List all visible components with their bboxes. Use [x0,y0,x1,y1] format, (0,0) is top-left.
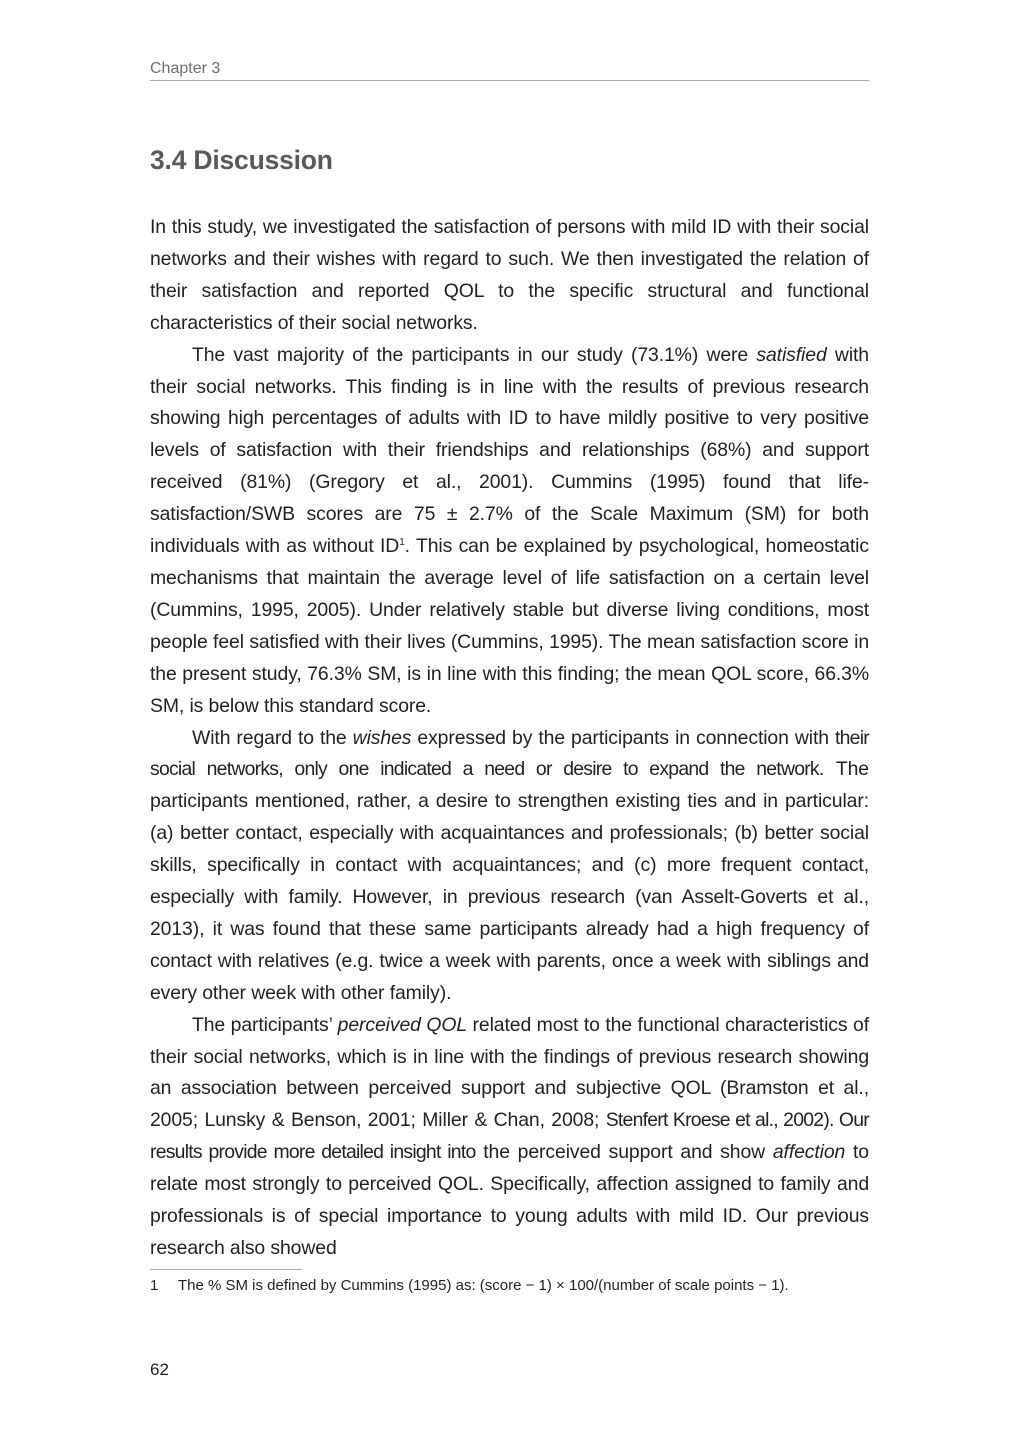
paragraph-3-emphasis: wishes [352,726,412,749]
footnote-divider [150,1269,302,1270]
paragraph-3-text-tight: their social networks, only one indicated a need or desire to expand the network. [150,726,869,781]
paragraph-4-emphasis: perceived QOL [337,1013,468,1036]
page-number: 62 [150,1360,169,1379]
footnote [150,1276,869,1296]
paragraph-4-text-before-emphasis-2: the perceived support and show [475,1141,773,1164]
paragraph-4-text-start: The participants’ [192,1013,338,1036]
running-head: Chapter 3 [150,60,869,81]
paragraph-2-text-middle: with their social networks. This finding is in line with the results of previous research showing high percentages of adults with ID to have mildly positive to very positive levels of satisfaction with their friendships and relationships (68%) and support received (81%) (Gregory et al., 2001). Cummins (1995) found that life-satisfaction/SWB scores are 75 ± 2.7% of the Scale Maximum (SM) for both individuals with as without ID [150,343,869,558]
paragraph-4-text-tight: Stenfert Kroese et al., 2002). Our results provide more detailed insight into [150,1109,869,1164]
paragraph-4-emphasis-2: affection [772,1141,846,1164]
paragraph-4-text-middle: related most to the functional characteristics of their social networks, which is in line with the findings of previous research showing an association between perceived support and subjective QOL (Bramston et al., 2005; Lunsky & Benson, 2001; Miller & Chan, 2008; [150,1013,869,1132]
footnote-reference: 1 [399,537,405,549]
paragraph-3-text-start: With regard to the [192,726,353,749]
paragraph-2-emphasis: satisfied [756,343,827,366]
paragraph-3-text-end: The participants mentioned, rather, a desire to strengthen existing ties and in particular: (a) better contact, especially with acquaintances and professionals; (b) better social skills, specifically in contact with acquaintances; and (c) more frequent contact, especially with family. However, in previous research (van Asselt-Goverts et al., 2013), it was found that these same participants already had a high frequency of contact with relatives (e.g. twice a week with parents, once a week with siblings and every other week with other family). [150,758,869,1004]
section-heading: 3.4 Discussion [150,145,333,175]
paragraph-2 [150,340,869,723]
footnote-text: The % SM is defined by Cummins (1995) as: (score − 1) × 100/(number of scale points − 1). [178,1277,789,1294]
footnote-number: 1 [150,1277,159,1294]
paragraph-2-text-start: The vast majority of the participants in our study (73.1%) were [192,343,757,366]
body-text [150,212,869,1265]
paragraph-1: In this study, we investigated the satisfaction of persons with mild ID with their social networks and their wishes with regard to such. We then investigated the relation of their satisfaction and reported QOL to the specific structural and functional characteristics of their social networks. [150,216,869,334]
paragraph-2-text-end: . This can be explained by psychological, homeostatic mechanisms that maintain the average level of life satisfaction on a certain level (Cummins, 1995, 2005). Under relatively stable but diverse living conditions, most people feel satisfied with their lives (Cummins, 1995). The mean satisfaction score in the present study, 76.3% SM, is in line with this finding; the mean QOL score, 66.3% SM, is below this standard score. [150,535,869,717]
paragraph-3-text-line1: expressed by the participants in connection with [411,726,829,749]
paragraph-4-text-end: to relate most strongly to perceived QOL. Specifically, affection assigned to family and professionals is of special importance to young adults with mild ID. Our previous research also showed [150,1141,869,1259]
paragraph-4 [150,1010,869,1265]
paragraph-3 [150,723,869,1010]
